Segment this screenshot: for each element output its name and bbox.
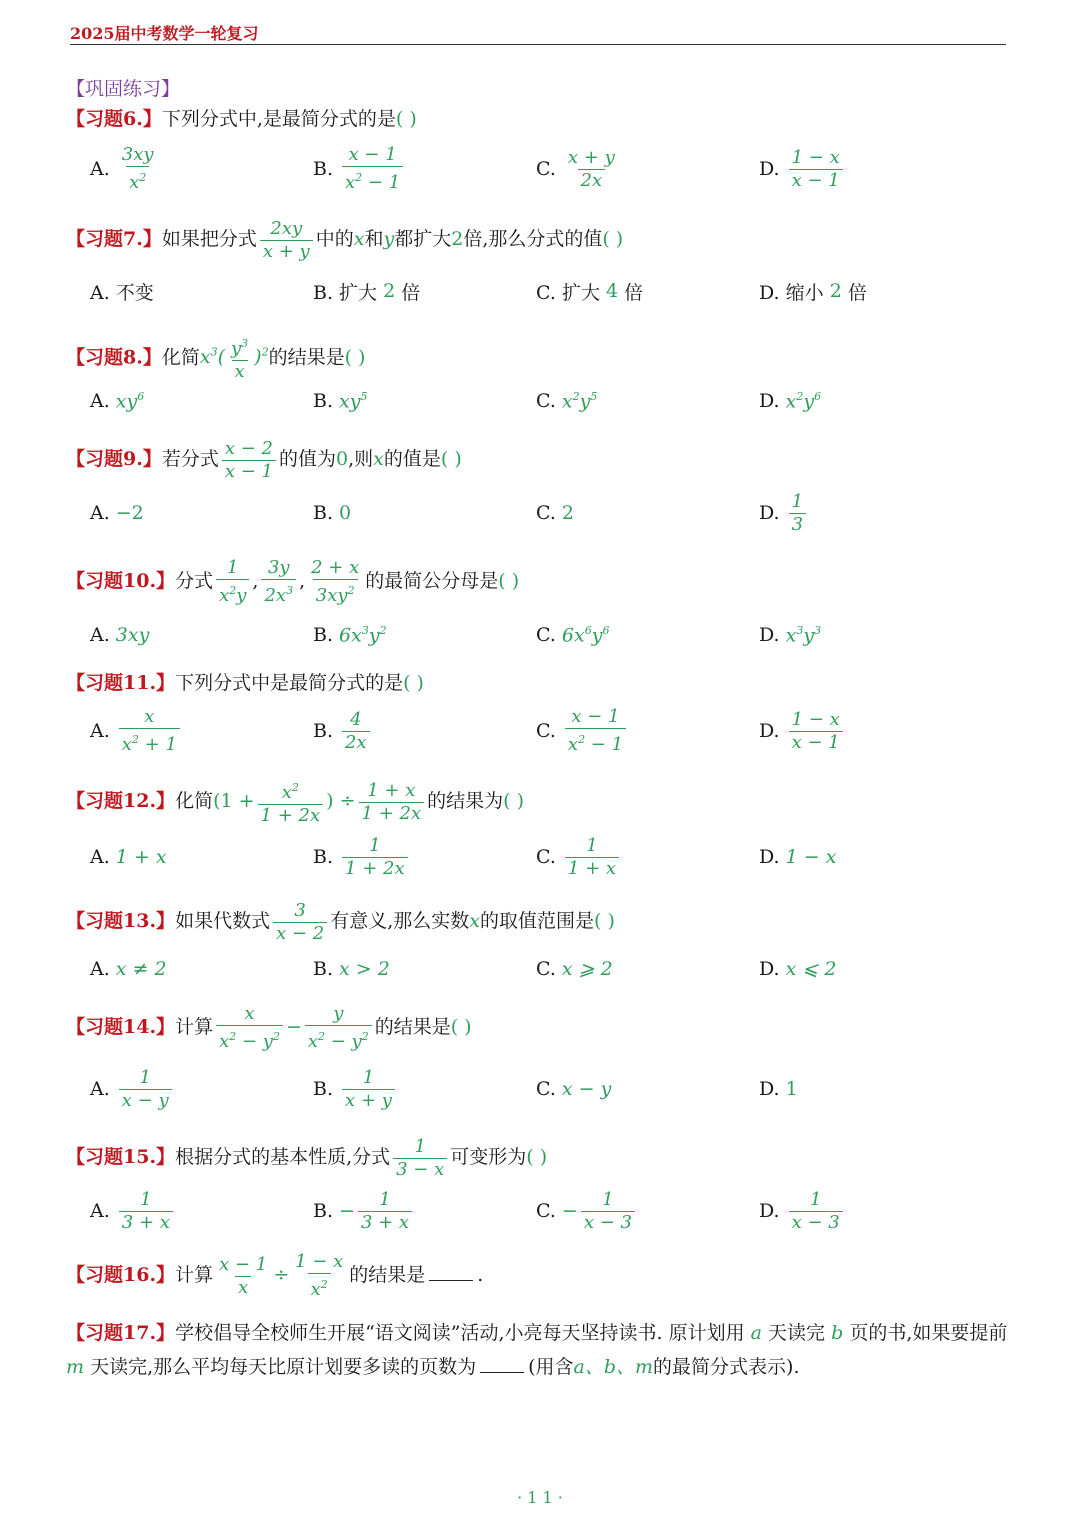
option-c[interactable]: C. − $\frac{1}{x - 3}$ — [536, 1186, 638, 1236]
option-a[interactable]: A. $\frac{3xy}{x^2}$ — [90, 144, 154, 193]
question-10: 【习题10.】分式 $\frac{1}{x^2y}$ , $\frac{3y}{2x^3}$ , $\frac{2 + x}{3xy^2}$ 的最简公分母是( ) — [66, 557, 520, 606]
options-13 — [90, 944, 990, 994]
options-10 — [90, 610, 990, 660]
options-11 — [90, 706, 990, 756]
options-12 — [90, 832, 990, 882]
option-b[interactable]: B. $\frac{1}{1 + 2x}$ — [313, 832, 411, 882]
question-12: 【习题12.】化简(1 + $\frac{x^2}{1 + 2x}$ ) ÷ $\frac{1 + x}{1 + 2x}$ 的结果为( ) — [66, 779, 524, 826]
option-c[interactable]: C. 扩大 4 倍 — [536, 280, 644, 304]
option-b[interactable]: B. $xy^5$ — [313, 389, 368, 413]
options-7 — [90, 266, 990, 316]
question-16: 【习题16.】计算 $\frac{x - 1}{x}$ ÷ $\frac{1 - x}{x^2}$ 的结果是 . — [66, 1251, 484, 1300]
option-d[interactable]: D. $x^3y^3$ — [759, 623, 822, 647]
option-a[interactable]: A. $\frac{1}{3 + x}$ — [90, 1186, 176, 1236]
option-a[interactable]: A. −2 — [90, 502, 144, 524]
option-a[interactable]: A. 3xy — [90, 624, 150, 646]
option-a[interactable]: A. $xy^6$ — [90, 389, 145, 413]
option-b[interactable]: B. 0 — [313, 502, 352, 524]
option-d[interactable]: D. $\frac{1 - x}{x - 1}$ — [759, 144, 846, 194]
option-d[interactable]: D. $\frac{1}{x - 3}$ — [759, 1186, 846, 1236]
option-a[interactable]: A. $\frac{1}{x - y}$ — [90, 1064, 175, 1114]
options-6 — [90, 144, 990, 194]
option-d[interactable]: D. 1 − x — [759, 846, 837, 868]
question-8: 【习题8.】化简$x^3$( $\frac{y^3}{x}$ )$^2$的结果是( ) — [66, 337, 366, 383]
option-d[interactable]: D. 1 — [759, 1078, 798, 1100]
option-c[interactable]: C. x ⩾ 2 — [536, 958, 613, 980]
option-b[interactable]: B. $\frac{1}{x + y}$ — [313, 1064, 398, 1114]
option-c[interactable]: C. $\frac{x - 1}{x^2 - 1}$ — [536, 706, 629, 756]
question-11: 【习题11.】下列分式中是最简分式的是( ) — [66, 672, 424, 694]
option-c[interactable]: C. x − y — [536, 1078, 612, 1100]
option-a[interactable]: A. 1 + x — [90, 846, 167, 868]
question-text: 下列分式中,是最简分式的是 — [161, 108, 396, 130]
option-c[interactable]: C. $6x^6y^6$ — [536, 623, 610, 647]
options-15 — [90, 1186, 990, 1236]
option-c[interactable]: C. 2 — [536, 502, 574, 524]
option-b[interactable]: B. $\frac{x - 1}{x^2 - 1}$ — [313, 144, 406, 194]
option-c[interactable]: C. $x^2y^5$ — [536, 389, 598, 413]
option-c[interactable]: C. $\frac{1}{1 + x}$ — [536, 832, 622, 882]
option-b[interactable]: B. 扩大 2 倍 — [313, 280, 421, 304]
question-9: 【习题9.】若分式 $\frac{x - 2}{x - 1}$ 的值为0,则x的值是( ) — [66, 437, 462, 482]
question-14: 【习题14.】计算 $\frac{x}{x^2 - y^2}$ − $\frac{y}{x^2 - y^2}$ 的结果是( ) — [66, 1003, 472, 1052]
option-d[interactable]: D. 缩小 2 倍 — [759, 280, 867, 304]
option-a[interactable]: A. 不变 — [90, 281, 154, 304]
question-tag: 【习题6.】 — [66, 108, 162, 130]
option-d[interactable]: D. $x^2y^6$ — [759, 389, 822, 413]
question-13: 【习题13.】如果代数式 $\frac{3}{x - 2}$ 有意义,那么实数x的取值范围是( ) — [66, 899, 615, 944]
option-d[interactable]: D. x ⩽ 2 — [759, 958, 837, 980]
option-b[interactable]: B. x > 2 — [313, 958, 390, 980]
options-8 — [90, 376, 990, 426]
answer-paren: ( ) — [395, 108, 417, 130]
section-title: 【巩固练习】 — [66, 78, 181, 100]
option-b[interactable]: B. $\frac{4}{2x}$ — [313, 706, 373, 756]
question-7: 【习题7.】如果把分式 $\frac{2xy}{x + y}$ 中的x和y都扩大2倍,那么分式的值( ) — [66, 217, 624, 262]
option-c[interactable]: C. $\frac{x + y}{2x}$ — [536, 146, 615, 191]
header-title: 2025届中考数学一轮复习 — [70, 24, 259, 43]
option-d[interactable]: D. $\frac{1}{3}$ — [759, 488, 809, 538]
answer-blank[interactable] — [429, 1262, 473, 1281]
question-15: 【习题15.】根据分式的基本性质,分式 $\frac{1}{3 - x}$ 可变形为( ) — [66, 1135, 548, 1180]
question-17: 【习题17.】学校倡导全校师生开展“语文阅读”活动,小亮每天坚持读书. 原计划用 a 天读完 b 页的书,如果要提前 m 天读完,那么平均每天比原计划要多读的页数为 (用含a、b、m的最简分式表示). — [66, 1322, 1008, 1378]
question-6 — [66, 106, 417, 132]
option-b[interactable]: B. $6x^3y^2$ — [313, 623, 387, 647]
option-a[interactable]: A. $\frac{x}{x^2 + 1}$ — [90, 706, 183, 756]
option-a[interactable]: A. x ≠ 2 — [90, 958, 167, 980]
page-number: · 1 1 · — [517, 1488, 563, 1507]
page-header — [70, 24, 1006, 45]
options-14 — [90, 1064, 990, 1114]
options-9 — [90, 488, 990, 538]
option-d[interactable]: D. $\frac{1 - x}{x - 1}$ — [759, 706, 846, 756]
answer-blank[interactable] — [480, 1354, 524, 1373]
option-b[interactable]: B. − $\frac{1}{3 + x}$ — [313, 1186, 415, 1236]
